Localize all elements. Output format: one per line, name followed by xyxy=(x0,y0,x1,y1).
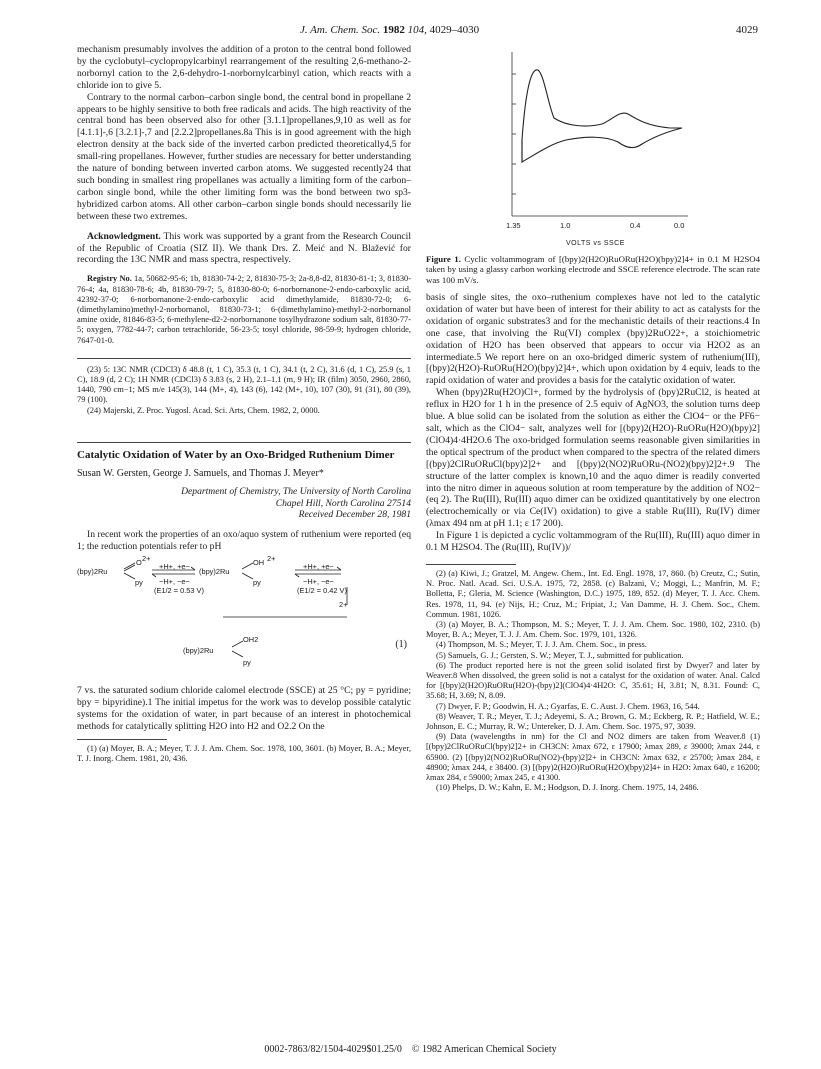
journal-year: 1982 xyxy=(382,24,405,36)
journal-pages: 4029–4030 xyxy=(429,24,480,36)
running-header xyxy=(300,24,479,36)
article-title: Catalytic Oxidation of Water by an Oxo-Bridged Ruthenium Dimer xyxy=(77,448,395,461)
scheme-charge: 2+ xyxy=(142,553,151,563)
scheme-charge: 2+ xyxy=(339,599,348,609)
scheme-py: py xyxy=(135,577,143,587)
scheme-arrow-label: +H+, +e− xyxy=(159,561,190,571)
scheme-potential: (E1/2 = 0.42 V) xyxy=(297,585,347,595)
axis-tick: 1.35 xyxy=(506,221,521,230)
axis-tick: 1.0 xyxy=(560,221,571,230)
paragraph: In Figure 1 is depicted a cyclic voltammogram of the Ru(III), Ru(III) aquo dimer in 0.1 M H2SO4. The (Ru(III), Ru(IV))/ xyxy=(426,530,760,554)
journal-volume: 104, xyxy=(407,24,427,36)
paragraph: In recent work the properties of an oxo/aquo system of ruthenium were reported (eq 1; the reduction potentials refer to pH xyxy=(77,529,411,553)
scheme-species-2: (bpy)2Ru xyxy=(199,566,230,576)
acknowledgment: Acknowledgment. This work was supported by a grant from the Research Council of the Republic of Croatia (SIZ II). We thank Drs. Z. Meić and N. Blažević for recording the 13C NMR and mass spectra, respectively. xyxy=(77,230,411,266)
footnotes-top xyxy=(77,365,411,416)
registry-numbers: Registry No. 1a, 50682-95-6; 1b, 81830-74-2; 2, 81830-75-3; 2a-8,8-d2, 81830-81-1; 3, 81830-76-4; 4a, 81830-78-6; 4b, 81830-79-7; 5, 81830-80-0; 6-norbornanone-2-endo-carboxylic acid, 42392-37-0; 6-norbornanone-2-endo-carboxylic acid dimethylamide, 81830-72-0; 6-(dimethylamino)methyl-2-norbornanol, 81830-73-1; 6-(dimethylamino)-methyl-2-norbornanol amine oxide, 81846-83-5; 6-methylene-d2-2-norbornanone tosylhydrazone sodium salt, 81830-77-5; oxygen, 7782-44-7; carbon tetrachloride, 56-23-5; tosyl chloride, 98-59-9; hydrogen chloride, 7647-01-0. xyxy=(77,274,412,345)
scheme-hydroxo: OH xyxy=(253,557,265,567)
left-column xyxy=(77,44,411,764)
references xyxy=(426,569,760,793)
article-code: 0002-7863/82/1504-4029$01.25/0 xyxy=(264,1044,402,1055)
reference: (2) (a) Kiwi, J.; Gratzel, M. Angew. Chem., Int. Ed. Engl. 1978, 17, 860. (b) Creutz, C.; Sutin, N. Proc. Natl. Acad. Sci. U.S.A. 1975, 72, 2858. (c) Balzani, V.; Moggi, L.; Manfrin, M. F.; Bolletta, F.; Gleria, M. Science (Washington, D.C.) 1975, 189, 852. (d) Meyer, T. J. Acc. Chem. Res. 1978, 11, 94. (e) Nijs, H.; Cruz, M.; Fripiat, J.; Van Damme, H. J. Chem. Soc., Chem. Commun. 1981, 1026. xyxy=(426,568,760,619)
scheme-arrow-label: −H+, −e− xyxy=(159,576,190,586)
divider xyxy=(77,739,167,740)
scheme-species-1: (bpy)2Ru xyxy=(77,566,108,576)
article-authors: Susan W. Gersten, George J. Samuels, and Thomas J. Meyer* xyxy=(77,467,324,479)
page-number: 4029 xyxy=(736,24,758,36)
axis-tick: 0.4 xyxy=(630,221,641,230)
reference: (4) Thompson, M. S.; Meyer, T. J. J. Am. Chem. Soc., in press. xyxy=(436,640,647,650)
reference: (8) Weaver, T. R.; Meyer, T. J.; Adeyemi, S. A.; Brown, G. M.; Eckberg, R. P.; Hatfield, W. E.; Johnson, E. C.; Murray, R. W.; Untereker, D. J. Am. Chem. Soc. 1975, 97, 3039. xyxy=(426,711,760,731)
divider xyxy=(77,442,411,443)
scheme-py: py xyxy=(243,657,251,667)
reference: (6) The product reported here is not the green solid isolated first by Dwyer7 and later by Weaver.8 When dissolved, the green solid is not a catalyst for the oxidation of water. Anal. Calcd for [(bpy)2(H2O)RuORu(H2O)-(bpy)2](ClO4)4·4H2O: C, 35.61; H, 3.81; N, 8.31. Found: C, 35.68; H, 3.69; N, 8.09. xyxy=(426,660,760,701)
paragraph: Contrary to the normal carbon–carbon single bond, the central bond in propellane 2 appears to be highly sensitive to both free radicals and acids. The high reactivity of the central bond has been observed also for other [3.1.1]propellanes,9,10 as well as for [4.1.1]-,6 [3.2.1]-,7 and [2.2.2]propellanes.8a This is in good agreement with the high electron density at the back side of the inverted carbon predicted theoretically4,5 for small-ring propellanes. However, further studies are necessary for better understanding the nature of bonding between inverted carbon atoms. We suggested recently24 that such bonding in smallest ring propellanes was actually a limiting form of the carbon–carbon single bond, while the other limiting form was the bond between two sp3-hybridized carbon atoms. All other carbon–carbon single bonds should necessarily lie between these two extremes. xyxy=(77,91,411,222)
divider xyxy=(426,564,516,565)
reference: (3) (a) Moyer, B. A.; Thompson, M. S.; Meyer, T. J. J. Am. Chem. Soc. 1980, 102, 2310. (b) Moyer, B. A.; Meyer, T. J. J. Am. Chem. Soc. 1979, 101, 1326. xyxy=(426,619,760,640)
scheme-charge: 2+ xyxy=(267,553,276,563)
scheme-py: py xyxy=(253,577,261,587)
figure-1 xyxy=(426,44,760,284)
paragraph: When (bpy)2Ru(H2O)Cl+, formed by the hydrolysis of (bpy)2RuCl2, is heated at reflux in H2O for 1 h in the presence of 2.5 equiv of AgNO3, the solution turns deep blue. A blue solid can be isolated from the solution as either the ClO4− or the PF6− salt, which as the ClO4− salt, analyzes well for [(bpy)2(H2O)-RuORu(H2O)(bpy)2](ClO4)4·4H2O.6 The oxo-bridged formulation seems reasonable given similarities in the optical spectrum of the product when compared to the spectra of the related dimers [(bpy)2ClRuORuCl(bpy)2]2+ and [(bpy)2(NO2)RuORu-(NO2)(bpy)2]2+.9 The structure of the latter complex is known,10 and the aquo dimer is readily converted into the nitro dimer in aqueous solution at room temperature by the addition of NO2− (eq 2). The Ru(III), Ru(III) aquo dimer can be oxidized quantitatively by one electron (electrochemically or via Ce(IV) oxidation) to give a stable Ru(III), Ru(IV) dimer (λmax 494 nm at pH 1.1; ε 17 200). xyxy=(426,387,760,530)
reference: (7) Dwyer, F. P.; Goodwin, H. A.; Gyarfas, E. C. Aust. J. Chem. 1963, 16, 544. xyxy=(436,701,700,711)
figure-caption: Figure 1. Cyclic voltammogram of [(bpy)2(H2O)RuORu(H2O)(bpy)2]4+ in 0.1 M H2SO4 taken by using a glassy carbon working electrode and SSCE reference electrode. The scan rate was 100 mV/s. xyxy=(426,254,760,285)
reference: (5) Samuels, G. J.; Gersten, S. W.; Meyer, T. J., submitted for publication. xyxy=(436,650,684,660)
axis-tick: 0.0 xyxy=(674,221,685,230)
scheme-arrow-label: −H+, −e− xyxy=(303,576,334,586)
scheme-oxo: O xyxy=(136,557,142,567)
axis-label: VOLTS vs SSCE xyxy=(566,240,625,247)
paragraph: 7 vs. the saturated sodium chloride calomel electrode (SSCE) at 25 °C; py = pyridine; bpy = bipyridine).1 The initial impetus for the work was to develop possible catalytic systems for the oxidation of water, in part because of an interest in photochemical methods for catalytically splitting H2O into H2 and O2.2 On the xyxy=(77,684,411,732)
scheme-potential: (E1/2 = 0.53 V) xyxy=(154,585,204,595)
scheme-aquo: OH2 xyxy=(243,634,259,644)
footnote: (1) (a) Moyer, B. A.; Meyer, T. J. J. Am. Chem. Soc. 1978, 100, 3601. (b) Moyer, B. A.; Meyer, T. J. Inorg. Chem. 1981, 20, 436. xyxy=(77,743,411,763)
right-column xyxy=(426,44,760,793)
reaction-scheme xyxy=(77,553,411,681)
divider xyxy=(77,358,411,359)
paragraph: mechanism presumably involves the addition of a proton to the central bond followed by the cyclobutyl–cyclopropylcarbinyl rearrangement of the resulting 2,6-methano-2-norbornyl cation to the 2,6-dehydro-1-norbornylcarbinyl cation, which reacts with a chloride ion to give 5. xyxy=(77,44,411,91)
journal-name: J. Am. Chem. Soc. xyxy=(300,24,381,36)
reference: (10) Phelps, D. W.; Kahn, E. M.; Hodgson, D. J. Inorg. Chem. 1975, 14, 2486. xyxy=(436,783,699,793)
paragraph: basis of single sites, the oxo–ruthenium complexes have not led to the catalytic oxidation of water but have been of interest for their ability to act as catalysts for the oxidation of organic substrates3 and for the mechanistic details of their reactions.4 In one case, that involving the Ru(VI) complex (bpy)2RuO22+, a stoichiometric oxidation of H2O has been observed that appears to occur via H2O2 as an intermediate.5 We report here on an oxo-bridged dimeric system of ruthenium(III), [(bpy)2(H2O)-RuORu(H2O)(bpy)2]4+, which upon oxidation by 4 equiv, leads to the rapid oxidation of water and provides a basis for the catalytic oxidation of water. xyxy=(426,292,760,387)
affiliation: Department of Chemistry, The University of North Carolina Chapel Hill, North Carolina 27514 Received December 28, 1981 xyxy=(181,485,411,521)
page-footer xyxy=(0,1044,821,1055)
copyright: © 1982 American Chemical Society xyxy=(411,1044,557,1055)
footnote: (24) Majerski, Z. Proc. Yugosl. Acad. Sci. Arts, Chem. 1982, 2, 0000. xyxy=(87,405,320,415)
reference: (9) Data (wavelengths in nm) for the Cl and NO2 dimers are taken from Weaver.8 (1) [(bpy)2ClRuORuCl(bpy)2]2+ in CH3CN: λmax 672, ε 17900; λmax 289, ε 39000; λmax 244, ε 65900. (2) [(bpy)2(NO2)RuORu(NO2)-(bpy)2]2+ in CH3CN: λmax 632, ε 25700; λmax 284, ε 48900; λmax 244, ε 38400. (3) [(bpy)2(H2O)RuORu(H2O)(bpy)2]4+ in H2O: λmax 640, ε 16200; λmax 284, ε 59000; λmax 245, ε 41300. xyxy=(426,732,760,782)
equation-number: (1) xyxy=(395,638,407,650)
footnote: (23) 5: 13C NMR (CDCl3) δ 48.8 (t, 1 C), 35.3 (t, 1 C), 34.1 (t, 2 C), 31.6 (d, 1 C), 25.9 (s, 1 C), 18.9 (d, 2 C); 1H NMR (CDCl3) δ 3.83 (s, 2 H), 2.1–1.1 (m, 9 H); IR (film) 3050, 2960, 2860, 1440, 790 cm−1; MS m/e 145(3), 144 (M+, 4), 143 (6), 142 (M+, 10), 107 (30), 91 (31), 80 (39), 79 (100). xyxy=(77,364,411,405)
scheme-species-3: (bpy)2Ru xyxy=(183,645,214,655)
scheme-arrow-label: +H+, +e− xyxy=(303,561,334,571)
